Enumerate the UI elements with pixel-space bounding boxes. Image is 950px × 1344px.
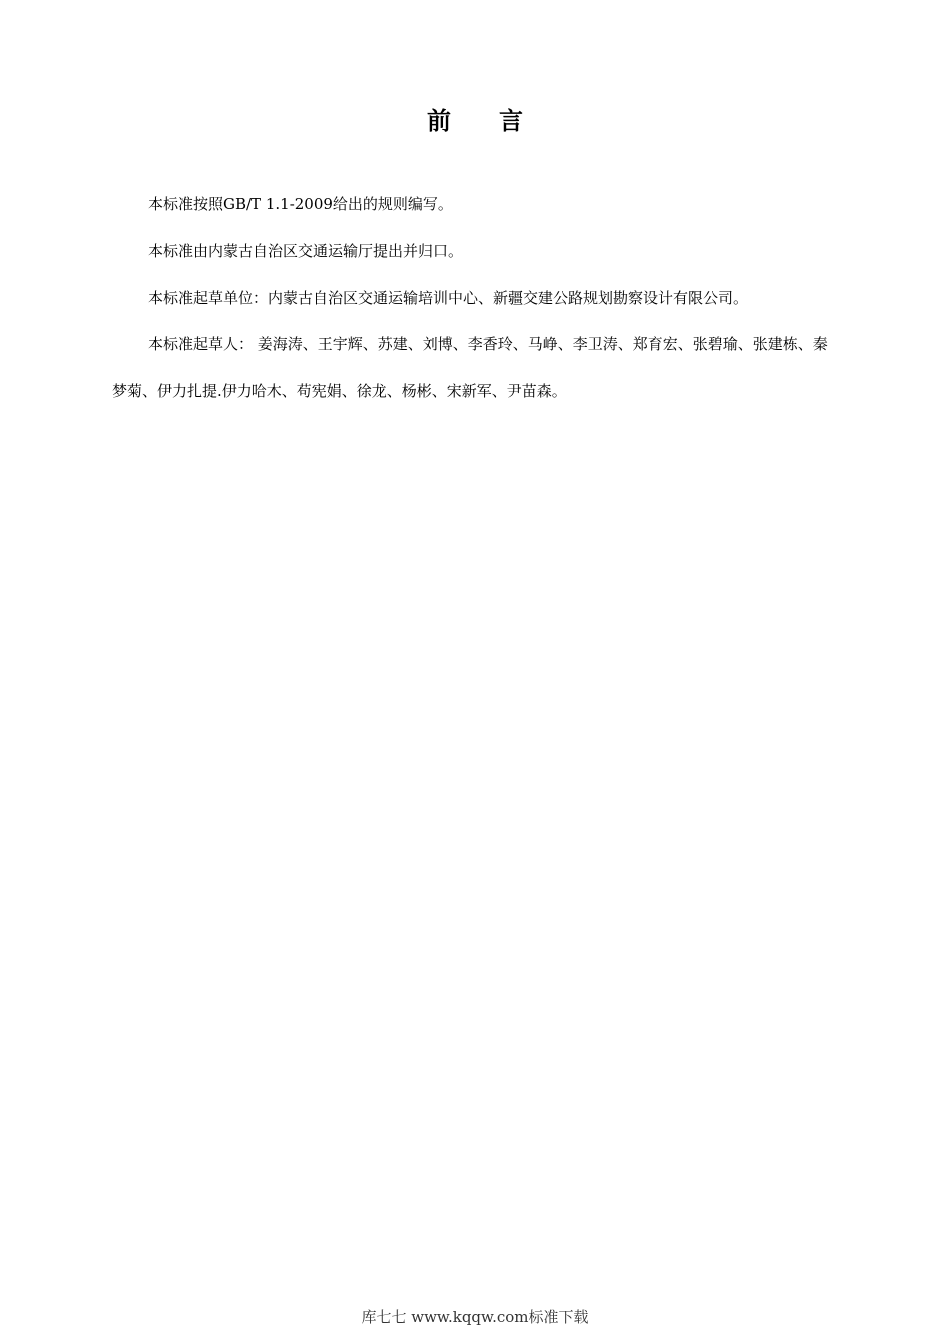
paragraph-drafting-units: 本标准起草单位：内蒙古自治区交通运输培训中心、新疆交建公路规划勘察设计有限公司。 (148, 289, 749, 307)
page-title (0, 104, 950, 138)
page-title-part2: 言 (499, 107, 523, 135)
paragraph-drafters: 本标准起草人： 姜海涛、王宇辉、苏建、刘博、李香玲、马峥、李卫涛、郑育宏、张碧瑜、张建栋、秦梦菊、伊力扎提.伊力哈木、苟宪娟、徐龙、杨彬、宋新军、尹苗森。 (112, 335, 828, 400)
paragraph-drafting-rules: 本标准按照GB/T 1.1-2009给出的规则编写。 (148, 195, 453, 213)
paragraph-proposer: 本标准由内蒙古自治区交通运输厅提出并归口。 (148, 242, 464, 260)
footer-watermark: 库七七 www.kqqw.com标准下载 (361, 1308, 589, 1326)
foreword-body (112, 188, 832, 430)
page-title-part1: 前 (427, 107, 451, 135)
